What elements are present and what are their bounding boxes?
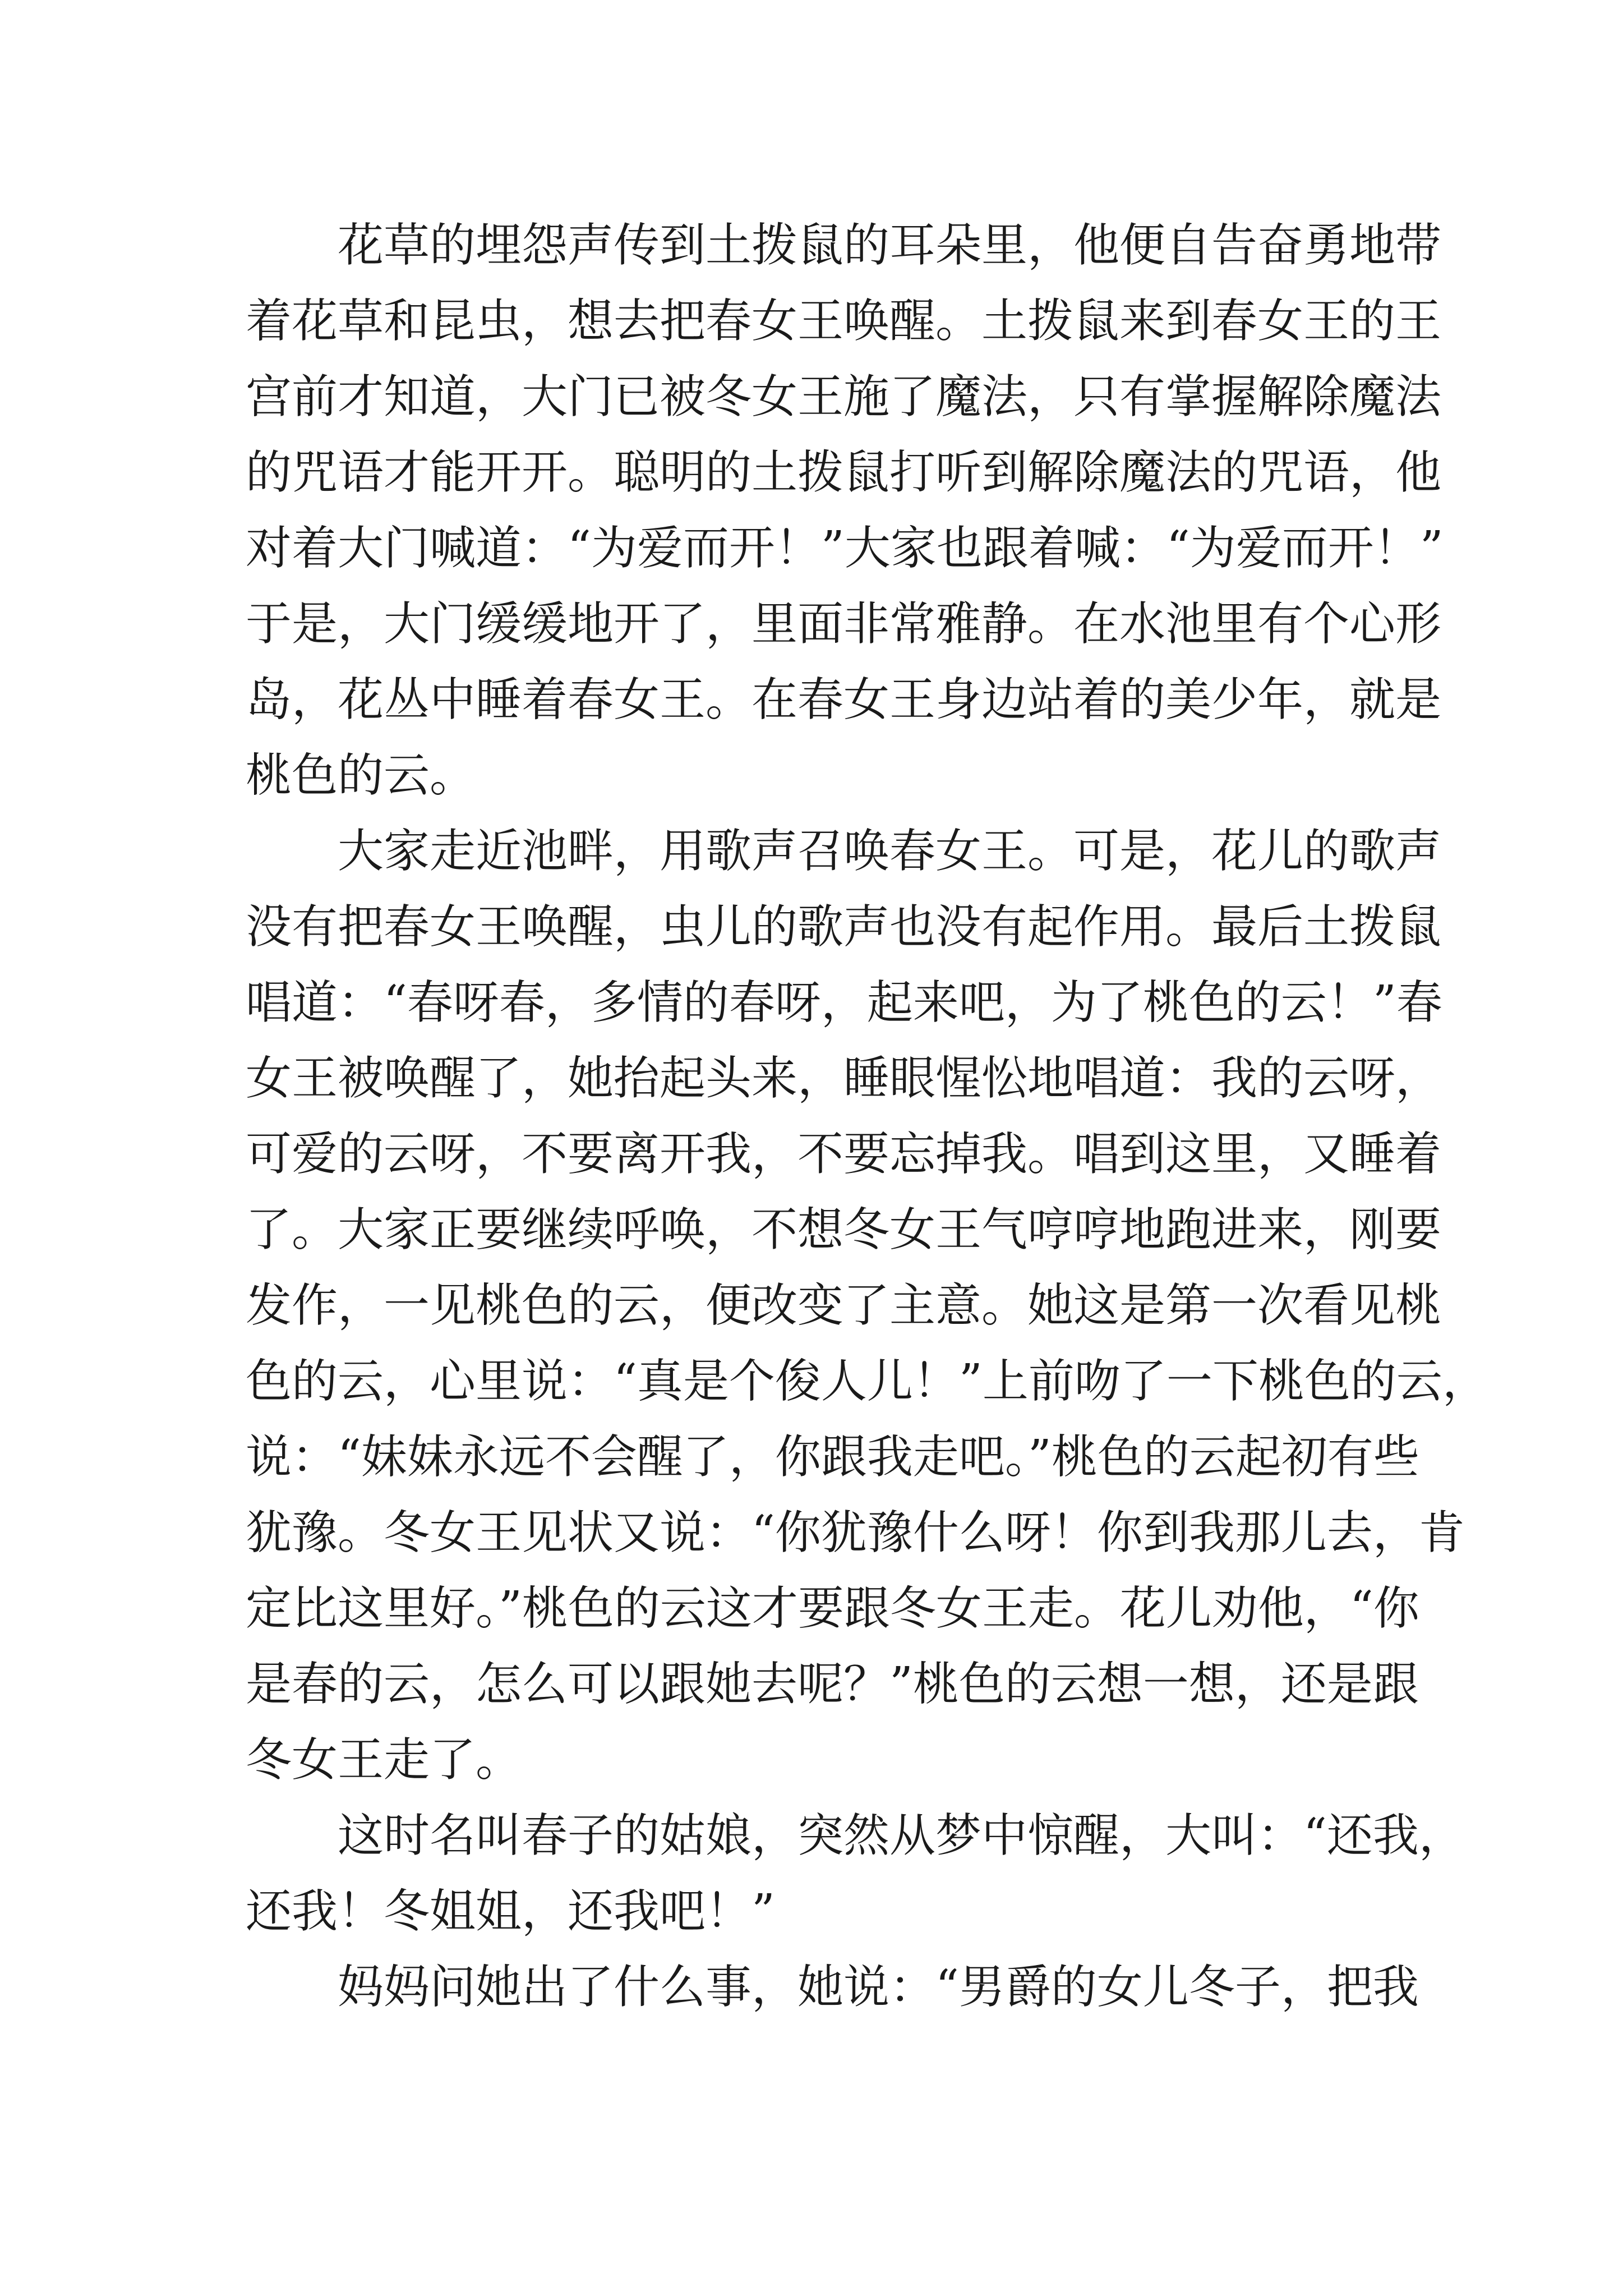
text-line: 了。大家正要继续呼唤，不想冬女王气哼哼地跑进来，刚要 [246, 1203, 1442, 1257]
text-line: 说：“妹妹永远不会醒了，你跟我走吧。”桃色的云起初有些 [246, 1430, 1419, 1484]
text-line: 对着大门喊道：“为爱而开！”大家也跟着喊：“为爱而开！” [246, 522, 1444, 575]
text-line: 这时名叫春子的姑娘，突然从梦中惊醒，大叫：“还我， [338, 1809, 1465, 1862]
text-line: 宫前才知道，大门已被冬女王施了魔法，只有掌握解除魔法 [246, 370, 1442, 424]
text-line: 于是，大门缓缓地开了，里面非常雅静。在水池里有个心形 [246, 597, 1442, 651]
text-line: 犹豫。冬女王见状又说：“你犹豫什么呀！你到我那儿去，肯 [246, 1506, 1465, 1559]
text-line: 可爱的云呀，不要离开我，不要忘掉我。唱到这里，又睡着 [246, 1128, 1442, 1181]
text-line: 花草的埋怨声传到土拨鼠的耳朵里，他便自告奋勇地带 [338, 219, 1442, 272]
text-line: 没有把春女王唤醒，虫儿的歌声也没有起作用。最后土拨鼠 [246, 900, 1442, 954]
text-line: 女王被唤醒了，她抬起头来，睡眼惺忪地唱道：我的云呀， [246, 1052, 1442, 1105]
text-line: 还我！冬姐姐，还我吧！” [246, 1885, 775, 1938]
text-line: 唱道：“春呀春，多情的春呀，起来吧，为了桃色的云！”春 [246, 976, 1442, 1029]
text-line: 的咒语才能开开。聪明的土拨鼠打听到解除魔法的咒语，他 [246, 446, 1442, 499]
text-line: 色的云，心里说：“真是个俊人儿！”上前吻了一下桃色的云， [246, 1355, 1488, 1408]
text-line: 是春的云，怎么可以跟她去呢？”桃色的云想一想，还是跟 [246, 1658, 1419, 1711]
text-line: 岛，花丛中睡着春女王。在春女王身边站着的美少年，就是 [246, 673, 1442, 726]
text-line: 着花草和昆虫，想去把春女王唤醒。土拨鼠来到春女王的王 [246, 295, 1442, 348]
text-line: 冬女王走了。 [246, 1733, 522, 1787]
document-body [246, 208, 1488, 2025]
text-line: 桃色的云。 [246, 749, 476, 802]
text-line: 定比这里好。”桃色的云这才要跟冬女王走。花儿劝他，“你 [246, 1582, 1419, 1635]
text-line: 发作，一见桃色的云，便改变了主意。她这是第一次看见桃 [246, 1279, 1442, 1332]
text-line: 大家走近池畔，用歌声召唤春女王。可是，花儿的歌声 [338, 825, 1442, 878]
text-line: 妈妈问她出了什么事，她说：“男爵的女儿冬子，把我 [338, 1961, 1419, 2014]
